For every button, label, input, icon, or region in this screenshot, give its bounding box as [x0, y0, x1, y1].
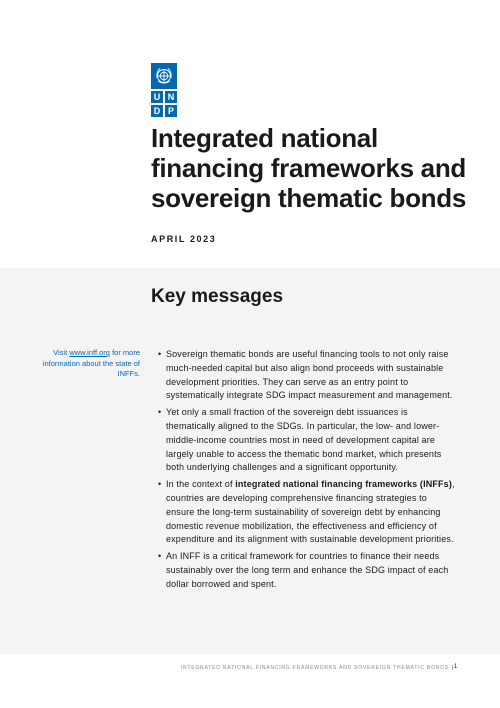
- logo-letter: P: [165, 105, 177, 117]
- publication-date: APRIL 2023: [151, 234, 217, 244]
- side-note: [40, 348, 140, 380]
- list-item: [158, 550, 458, 591]
- un-emblem-icon: [151, 63, 177, 89]
- key-messages-list: [158, 348, 458, 595]
- list-item-text-before: In the context of: [166, 479, 236, 490]
- inff-link[interactable]: www.inff.org: [69, 348, 110, 357]
- page-number: 1: [453, 664, 458, 670]
- footer-running-title: INTEGRATED NATIONAL FINANCING FRAMEWORKS AND SOVEREIGN THEMATIC BONDS: [180, 665, 449, 671]
- document-title: Integrated national financing frameworks and sovereign thematic bonds: [151, 123, 466, 213]
- side-note-prefix: Visit: [53, 348, 70, 357]
- list-item-bold-term: integrated national financing frameworks (INFFs): [235, 479, 452, 490]
- list-item: [158, 406, 458, 475]
- logo-letter: D: [151, 105, 163, 117]
- logo-letter: N: [165, 91, 177, 103]
- logo-letter: U: [151, 91, 163, 103]
- list-item-text: Yet only a small fraction of the sovereign debt issuances is thematically aligned to the SDGs. In particular, the low- and lower-middle-income countries most in need of development capital are largely unable to access the thematic bond market, which presents both underlying challenges and a significant opportunity.: [166, 407, 442, 473]
- section-heading: Key messages: [151, 286, 284, 307]
- page-footer: [181, 664, 458, 671]
- footer-separator: |: [451, 665, 454, 671]
- bullet-dot: •: [158, 407, 162, 418]
- bullet-dot: •: [158, 479, 162, 490]
- list-item-text-after: , countries are developing comprehensive financing strategies to ensure the long-term sustainability of sovereign debt by enhancing domestic revenue mobilization, the effectiveness and efficiency of expenditure and its alignment with sustainable development priorities.: [166, 479, 455, 545]
- list-item: [158, 348, 458, 403]
- list-item-text: An INFF is a critical framework for countries to finance their needs sustainably over the long term and enhance the SDG impact of each dollar borrowed and spent.: [166, 551, 449, 589]
- list-item-text: Sovereign thematic bonds are useful financing tools to not only raise much-needed capital but also align bond proceeds with sustainable development priorities. They can serve as an entry point to systematically integrate SDG impact measurement and management.: [166, 349, 453, 401]
- bullet-dot: •: [158, 551, 162, 562]
- undp-logo: [151, 63, 177, 117]
- side-note-suffix: for more information about the state of INFFs.: [42, 348, 140, 378]
- list-item: [158, 478, 458, 547]
- bullet-dot: •: [158, 349, 162, 359]
- undp-letters: [151, 91, 177, 117]
